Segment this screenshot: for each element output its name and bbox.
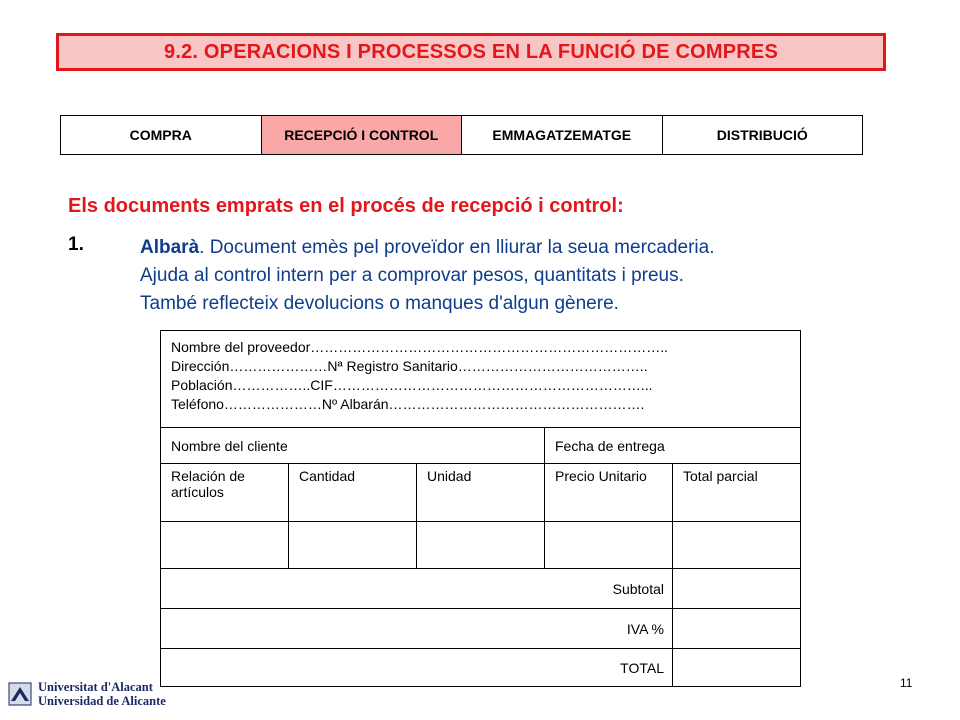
address-line: Dirección…………………Nª Registro Sanitario………………………………….. (171, 358, 648, 374)
university-name-spanish: Universidad de Alicante (38, 694, 166, 708)
empty-cell (545, 522, 673, 569)
item-number: 1. (68, 234, 84, 255)
university-emblem-icon (8, 682, 32, 706)
page-number: 11 (900, 676, 913, 690)
col-header-unit: Unidad (417, 464, 545, 522)
phase-distribucio: DISTRIBUCIÓ (662, 116, 863, 155)
item-description (140, 234, 900, 318)
empty-cell (289, 522, 417, 569)
empty-cell (161, 522, 289, 569)
albaran-template-table (160, 330, 801, 687)
phase-emmagatzematge: EMMAGATZEMATGE (462, 116, 663, 155)
phase-recepcio-control: RECEPCIÓ I CONTROL (261, 116, 462, 155)
col-header-articles: Relación de artículos (161, 464, 289, 522)
item-line-1 (140, 234, 900, 262)
process-phases-table (60, 115, 863, 155)
client-name-cell: Nombre del cliente (161, 428, 545, 464)
total-label: TOTAL (161, 649, 673, 687)
town-line: Población……………..CIF…………………………………………………………... (171, 377, 653, 393)
section-heading: Els documents emprats en el procés de recepció i control: (68, 195, 624, 217)
university-name-valencian: Universitat d'Alacant (38, 680, 153, 694)
phone-line: Teléfono…………………Nº Albarán………………………………………………. (171, 396, 645, 412)
col-header-quantity: Cantidad (289, 464, 417, 522)
item-line-2: Ajuda al control intern per a comprovar pesos, quantitats i preus. (140, 265, 684, 286)
item-line-3: També reflecteix devolucions o manques d'algun gènere. (140, 293, 619, 314)
iva-label: IVA % (161, 609, 673, 649)
phase-compra: COMPRA (61, 116, 262, 155)
subtotal-value-cell (673, 569, 801, 609)
item-line-1-rest: . Document emès pel proveïdor en lliurar la seua mercaderia. (199, 237, 715, 258)
university-logo (8, 680, 166, 708)
supplier-name-line: Nombre del proveedor………………………………………………………………….. (171, 339, 669, 355)
col-header-unit-price: Precio Unitario (545, 464, 673, 522)
iva-value-cell (673, 609, 801, 649)
col-header-partial-total: Total parcial (673, 464, 801, 522)
total-value-cell (673, 649, 801, 687)
empty-cell (673, 522, 801, 569)
empty-cell (417, 522, 545, 569)
item-term: Albarà (140, 237, 200, 258)
delivery-date-cell: Fecha de entrega (545, 428, 801, 464)
subtotal-label: Subtotal (161, 569, 673, 609)
slide-title: 9.2. OPERACIONS I PROCESSOS EN LA FUNCIÓ DE COMPRES (56, 33, 886, 71)
supplier-info-cell (161, 331, 801, 428)
